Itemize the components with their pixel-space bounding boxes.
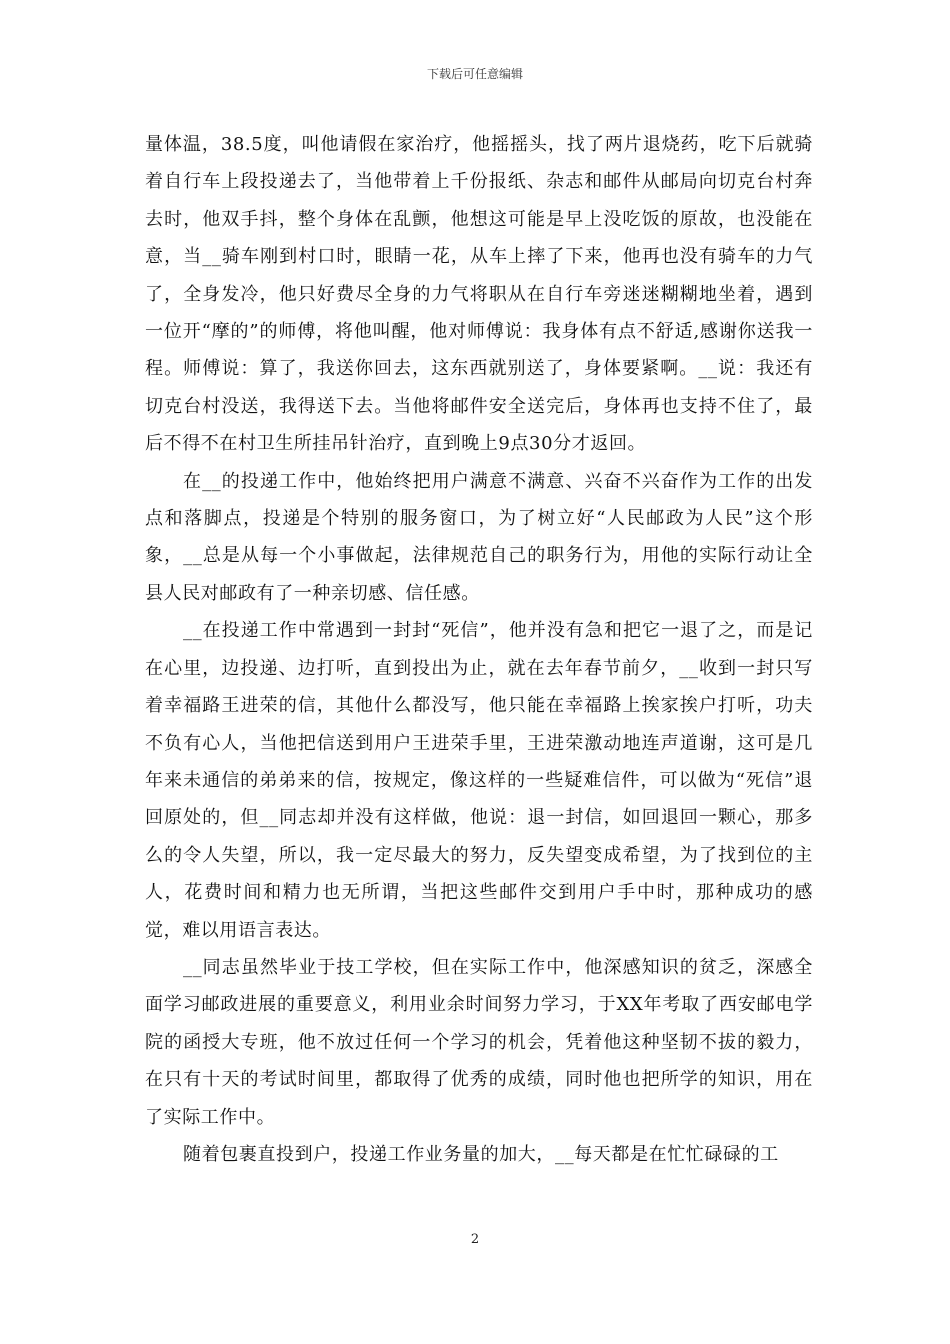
paragraph-4: __同志虽然毕业于技工学校，但在实际工作中，他深感知识的贫乏，深感全面学习邮政进展的重要意义，利用业余时间努力学习，于XX年考取了西安邮电学院的函授大专班，他不放过任何一个学习的机会，凭着他这种坚韧不拔的毅力，在只有十天的考试时间里，都取得了优秀的成绩，同时他也把所学的知识，用在了实际工作中。	[145, 956, 813, 1128]
document-body	[145, 126, 813, 1173]
page-header: 下载后可任意编辑	[426, 67, 523, 81]
paragraph-1: 量体温，38.5度，叫他请假在家治疗，他摇摇头，找了两片退烧药，吃下后就骑着自行车上段投递去了，当他带着上千份报纸、杂志和邮件从邮局向切克台村奔去时，他双手抖，整个身体在乱颤，他想这可能是早上没吃饭的原故，也没能在意，当__骑车刚到村口时，眼睛一花，从车上摔了下来，他再也没有骑车的力气了，全身发冷，他只好费尽全身的力气将职从在自行车旁迷迷糊糊地坐着，遇到一位开“摩的”的师傅，将他叫醒，他对师傅说：我身体有点不舒适,感谢你送我一程。师傅说：算了，我送你回去，这东西就别送了，身体要紧啊。__说：我还有切克台村没送，我得送下去。当他将邮件安全送完后，身体再也支持不住了，最后不得不在村卫生所挂吊针治疗，直到晚上9点30分才返回。	[145, 134, 813, 455]
paragraph-2: 在__的投递工作中，他始终把用户满意不满意、兴奋不兴奋作为工作的出发点和落脚点，投递是个特别的服务窗口，为了树立好“人民邮政为人民”这个形象，__总是从每一个小事做起，法律规范自己的职务行为，用他的实际行动让全县人民对邮政有了一种亲切感、信任感。	[145, 470, 813, 604]
paragraph-3: __在投递工作中常遇到一封封“死信”，他并没有急和把它一退了之，而是记在心里，边投递、边打听，直到投出为止，就在去年春节前夕，__收到一封只写着幸福路王进荣的信，其他什么都没写，他只能在幸福路上挨家挨户打听，功夫不负有心人，当他把信送到用户王进荣手里，王进荣激动地连声道谢，这可是几年来未通信的弟弟来的信，按规定，像这样的一些疑难信件，可以做为“死信”退回原处的，但__同志却并没有这样做，他说：退一封信，如回退回一颗心，那多么的令人失望，所以，我一定尽最大的努力，反失望变成希望，为了找到位的主人，花费时间和精力也无所谓，当把这些邮件交到用户手中时，那种成功的感觉，难以用语言表达。	[145, 620, 813, 941]
page-number: 2	[470, 1232, 480, 1247]
paragraph-5: 随着包裹直投到户，投递工作业务量的加大，__每天都是在忙忙碌碌的工	[183, 1143, 779, 1165]
